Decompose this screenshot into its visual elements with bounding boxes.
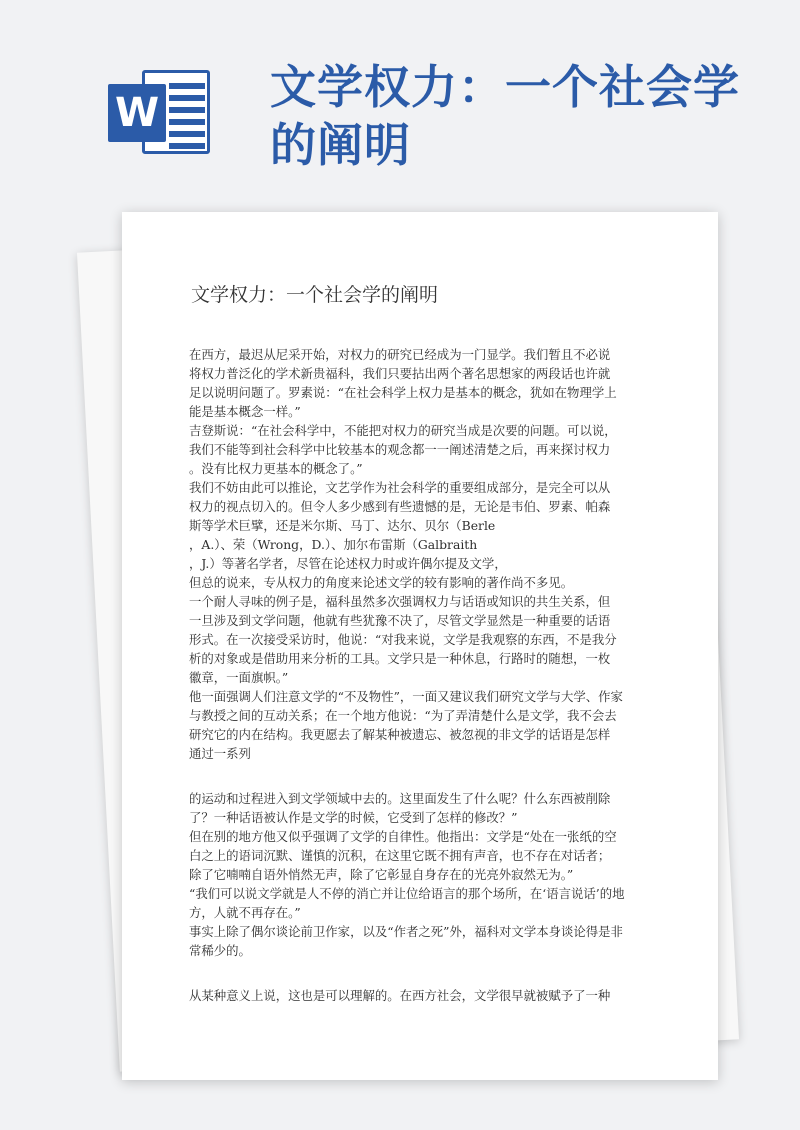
word-logo-letter: W bbox=[108, 84, 166, 142]
text-line: 析的对象或是借助用来分析的工具。文学只是一种休息，行路时的随想，一枚 bbox=[189, 651, 611, 666]
text-line: 从某种意义上说，这也是可以理解的。在西方社会，文学很早就被赋予了一种 bbox=[189, 988, 611, 1003]
text-line: 通过一系列 bbox=[189, 746, 251, 761]
banner-title: 文学权力：一个社会学的阐明 bbox=[270, 60, 740, 172]
text-line: 一个耐人寻味的例子是，福科虽然多次强调权力与话语或知识的共生关系，但 bbox=[189, 594, 611, 609]
text-line: 方，人就不再存在。” bbox=[189, 905, 301, 920]
text-line: ，J.）等著名学者，尽管在论述权力时或许偶尔提及文学， bbox=[189, 556, 507, 571]
text-line: 一旦涉及到文学问题，他就有些犹豫不决了，尽管文学显然是一种重要的话语 bbox=[189, 613, 611, 628]
document-body bbox=[189, 345, 641, 1005]
text-line: 研究它的内在结构。我更愿去了解某种被遗忘、被忽视的非文学的话语是怎样 bbox=[189, 727, 611, 742]
text-line: 的运动和过程进入到文学领域中去的。这里面发生了什么呢？什么东西被削除 bbox=[189, 791, 611, 806]
text-line: 徽章，一面旗帜。” bbox=[189, 670, 289, 685]
text-line: 除了它喃喃自语外悄然无声，除了它彰显自身存在的光亮外寂然无为。” bbox=[189, 867, 574, 882]
text-line: 能是基本概念一样。” bbox=[189, 404, 301, 419]
text-line: 但在别的地方他又似乎强调了文学的自律性。他指出：文学是“处在一张纸的空 bbox=[189, 829, 617, 844]
text-line: 权力的视点切入的。但令人多少感到有些遗憾的是，无论是韦伯、罗素、帕森 bbox=[189, 499, 611, 514]
text-line: 了？一种话语被认作是文学的时候，它受到了怎样的修改？” bbox=[189, 810, 518, 825]
text-line: 。没有比权力更基本的概念了。” bbox=[189, 461, 363, 476]
document-title: 文学权力：一个社会学的阐明 bbox=[191, 284, 439, 306]
text-line: 与教授之间的互动关系；在一个地方他说：“为了弄清楚什么是文学，我不会去 bbox=[189, 708, 617, 723]
text-line: ，A.）、荣（Wrong，D.）、加尔布雷斯（Galbraith bbox=[189, 537, 478, 552]
text-line: 常稀少的。 bbox=[189, 943, 251, 958]
text-line: 足以说明问题了。罗素说：“在社会科学上权力是基本的概念，犹如在物理学上 bbox=[189, 385, 617, 400]
paragraph-gap bbox=[189, 763, 641, 789]
text-line: 吉登斯说：“在社会科学中，不能把对权力的研究当成是次要的问题。可以说， bbox=[189, 423, 617, 438]
text-line: 将权力普泛化的学术新贵福科，我们只要拈出两个著名思想家的两段话也许就 bbox=[189, 366, 611, 381]
text-line: 但总的说来，专从权力的角度来论述文学的较有影响的著作尚不多见。 bbox=[189, 575, 574, 590]
text-line: 事实上除了偶尔谈论前卫作家，以及“作者之死”外，福科对文学本身谈论得是非 bbox=[189, 924, 623, 939]
document-banner bbox=[0, 0, 800, 205]
text-line: 在西方，最迟从尼采开始，对权力的研究已经成为一门显学。我们暂且不必说 bbox=[189, 347, 611, 362]
text-line: 斯等学术巨擘，还是米尔斯、马丁、达尔、贝尔（Berle bbox=[189, 518, 496, 533]
document-page bbox=[122, 212, 718, 1080]
text-line: 形式。在一次接受采访时，他说：“对我来说，文学是我观察的东西，不是我分 bbox=[189, 632, 617, 647]
text-line: 我们不能等到社会科学中比较基本的观念都一一阐述清楚之后，再来探讨权力 bbox=[189, 442, 611, 457]
text-line: 白之上的语词沉默、谨慎的沉积，在这里它既不拥有声音，也不存在对话者； bbox=[189, 848, 611, 863]
word-document-icon bbox=[108, 66, 212, 158]
text-line: “我们可以说文学就是人不停的消亡并让位给语言的那个场所，在‘语言说话’的地 bbox=[189, 886, 625, 901]
text-line: 我们不妨由此可以推论，文艺学作为社会科学的重要组成部分，是完全可以从 bbox=[189, 480, 611, 495]
text-line: 他一面强调人们注意文学的“不及物性”，一面又建议我们研究文学与大学、作家 bbox=[189, 689, 623, 704]
paragraph-gap bbox=[189, 960, 641, 986]
